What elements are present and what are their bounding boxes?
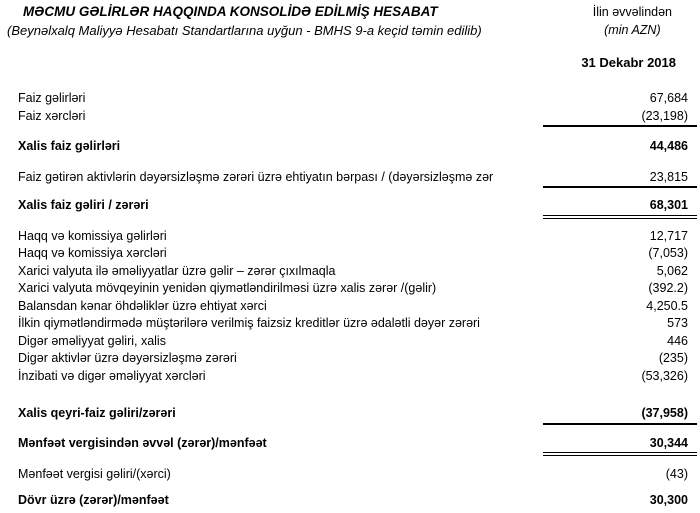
table-row bbox=[0, 350, 700, 368]
row-value: 573 bbox=[667, 316, 688, 330]
table-row-subtotal bbox=[0, 405, 700, 425]
row-label: Dövr üzrə (zərər)/mənfəət bbox=[18, 492, 169, 507]
table-row bbox=[0, 466, 700, 484]
row-value: (7,053) bbox=[648, 246, 688, 260]
value-column-header bbox=[593, 4, 672, 38]
row-value: (392.2) bbox=[648, 281, 688, 295]
table-row bbox=[0, 315, 700, 333]
table-row bbox=[0, 108, 700, 128]
row-label: İnzibati və digər əməliyyat xərcləri bbox=[18, 368, 206, 383]
row-value: 5,062 bbox=[656, 263, 688, 278]
document-header bbox=[0, 0, 700, 38]
table-row-total bbox=[0, 492, 700, 510]
unit-label: (min AZN) bbox=[604, 23, 661, 37]
row-label: Xarici valyuta mövqeyinin yenidən qiymətləndirilməsi üzrə xalis zərər /(gəlir) bbox=[18, 281, 437, 295]
table-row bbox=[0, 280, 700, 298]
row-value: 446 bbox=[667, 333, 688, 348]
column-date-header: 31 Dekabr 2018 bbox=[581, 55, 676, 70]
table-row bbox=[0, 90, 700, 108]
page-subtitle: (Beynəlxalq Maliyyə Hesabatı Standartlarına uyğun - BMHS 9-a keçid təmin edilib) bbox=[7, 23, 482, 38]
table-row bbox=[0, 368, 700, 386]
row-value: 12,717 bbox=[649, 228, 688, 243]
row-value: (23,198) bbox=[543, 108, 697, 128]
table-row-subtotal bbox=[0, 197, 700, 219]
row-value: 4,250.5 bbox=[646, 298, 688, 313]
row-label: Balansdan kənar öhdəliklər üzrə ehtiyat xərci bbox=[18, 298, 267, 313]
table-row-subtotal bbox=[0, 138, 700, 156]
row-label: Mənfəət vergisi gəliri/(xərci) bbox=[18, 467, 171, 481]
table-row bbox=[0, 228, 700, 246]
row-value: 23,815 bbox=[543, 169, 697, 189]
row-label: Faiz gəlirləri bbox=[18, 91, 86, 105]
table-row-subtotal bbox=[0, 435, 700, 457]
row-value: 68,301 bbox=[543, 197, 697, 219]
statement-table bbox=[0, 90, 700, 509]
table-row bbox=[0, 298, 700, 316]
page-title: MƏCMU GƏLİRLƏR HAQQINDA KONSOLİDƏ EDİLMİŞ HESABAT bbox=[23, 4, 438, 19]
header-left bbox=[7, 4, 482, 38]
row-label: Haqq və komissiya gəlirləri bbox=[18, 228, 167, 243]
row-label: Digər aktivlər üzrə dəyərsizləşmə zərəri bbox=[18, 351, 237, 365]
row-label: Digər əməliyyat gəliri, xalis bbox=[18, 333, 166, 348]
row-label: Xarici valyuta ilə əməliyyatlar üzrə gəlir – zərər çıxılmaqla bbox=[18, 263, 336, 278]
row-label: Faiz gətirən aktivlərin dəyərsizləşmə zərəri üzrə ehtiyatın bərpası / (dəyərsizləşmə zər bbox=[18, 169, 494, 184]
row-value: 67,684 bbox=[649, 91, 688, 105]
row-label: Xalis faiz gəlirləri bbox=[18, 139, 121, 153]
row-label: Xalis qeyri-faiz gəliri/zərəri bbox=[18, 406, 176, 420]
row-label: Mənfəət vergisindən əvvəl (zərər)/mənfəət bbox=[18, 435, 267, 450]
row-value: (37,958) bbox=[543, 405, 697, 425]
row-value: (43) bbox=[665, 467, 688, 481]
row-value: (53,326) bbox=[641, 368, 688, 383]
row-value: (235) bbox=[658, 351, 688, 365]
table-row bbox=[0, 263, 700, 281]
table-row bbox=[0, 245, 700, 263]
row-label: Faiz xərcləri bbox=[18, 108, 86, 123]
row-value: 30,344 bbox=[543, 435, 697, 457]
period-label: İlin əvvəlindən bbox=[592, 5, 672, 19]
row-label: Haqq və komissiya xərcləri bbox=[18, 246, 167, 260]
row-label: İlkin qiymətləndirmədə müştərilərə verilmiş faizsiz kreditlər üzrə ədalətli dəyər zərəri bbox=[18, 316, 480, 330]
row-label: Xalis faiz gəliri / zərəri bbox=[18, 198, 149, 212]
table-row bbox=[0, 333, 700, 351]
row-value: 44,486 bbox=[649, 139, 688, 153]
row-value: 30,300 bbox=[649, 492, 688, 507]
table-row bbox=[0, 169, 700, 189]
